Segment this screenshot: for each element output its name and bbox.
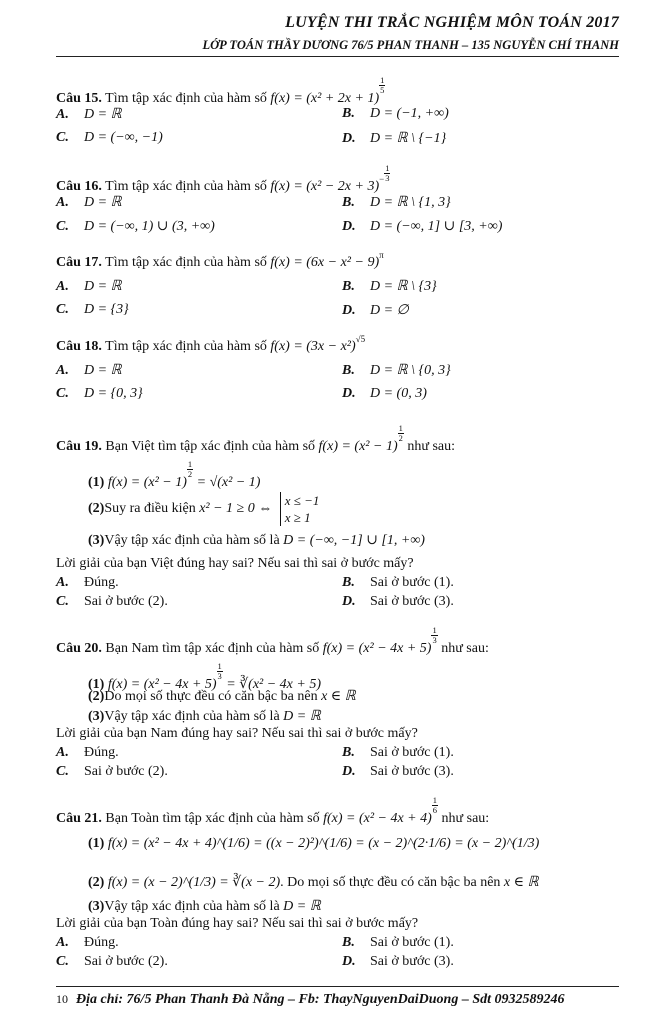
q19-ask: Lời giải của bạn Việt đúng hay sai? Nếu sai thì sai ở bước mấy? (56, 556, 414, 571)
q21-option-b[interactable]: B. Sai ở bước (1). (342, 935, 454, 950)
question-17: Câu 17. Tìm tập xác định của hàm số $f(x) = (6x - x^2 - 9)^\pi$ (56, 250, 384, 270)
q19-step-1: (1) f(x) = (x² − 1) $\frac{1}{2}$ = √(x² − 1) (88, 459, 261, 490)
q20-ask: Lời giải của bạn Nam đúng hay sai? Nếu sai thì sai ở bước mấy? (56, 726, 418, 741)
q20-option-b[interactable]: B. Sai ở bước (1). (342, 745, 454, 760)
q20-step-3: (3)Vậy tập xác định của hàm số là D = ℝ (88, 709, 321, 724)
q15-option-a[interactable]: A. D = ℝ (56, 107, 122, 122)
q21-option-a[interactable]: A. Đúng. (56, 935, 119, 950)
q16-option-b[interactable]: B. D = ℝ \ {1, 3} (342, 195, 451, 210)
q15-option-b[interactable]: B. D = (−1, +∞) (342, 106, 449, 121)
q21-step-2: (2) f(x) = (x − 2)^(1/3) = ∛(x − 2). Do mọi số thực đều có căn bậc ba nên x ∈ ℝ (88, 875, 539, 890)
q20-step-1: (1) f(x) = (x² − 4x + 5) $\frac{1}{3}$ = ∛(x² − 4x + 5) (88, 661, 322, 692)
q20-option-a[interactable]: A. Đúng. (56, 745, 119, 760)
q19-option-c[interactable]: C. Sai ở bước (2). (56, 594, 168, 609)
q21-option-d[interactable]: D. Sai ở bước (3). (342, 954, 454, 969)
q18-option-b[interactable]: B. D = ℝ \ {0, 3} (342, 363, 451, 378)
question-16: Câu 16. Tìm tập xác định của hàm số f(x) = (x² − 2x + 3)− $\frac{1}{3}$ (56, 163, 390, 194)
q20-option-d[interactable]: D. Sai ở bước (3). (342, 764, 454, 779)
q19-step-3: (3)Vậy tập xác định của hàm số là D = (−∞, −1] ∪ [1, +∞) (88, 533, 425, 548)
q16-option-a[interactable]: A. D = ℝ (56, 195, 122, 210)
q17-option-d[interactable]: D. D = ∅ (342, 303, 409, 318)
q21-step-1: (1) f(x) = (x² − 4x + 4)^(1/6) = ((x − 2)²)^(1/6) = (x − 2)^(2·1/6) = (x − 2)^(1/3) (88, 836, 540, 851)
q18-option-d[interactable]: D. D = (0, 3) (342, 386, 427, 401)
q19-option-b[interactable]: B. Sai ở bước (1). (342, 575, 454, 590)
q16-option-d[interactable]: D. D = (−∞, 1] ∪ [3, +∞) (342, 219, 503, 234)
footer-address: Địa chỉ: 76/5 Phan Thanh Đà Nẵng – Fb: ThayNguyenDaiDuong – Sdt 0932589246 (76, 992, 565, 1007)
q20-step-2: (2)Do mọi số thực đều có căn bậc ba nên x ∈ ℝ (88, 689, 356, 704)
question-18: Câu 18. Tìm tập xác định của hàm số $f(x) = (3x - x^2)^{√5}$ (56, 334, 366, 354)
question-21: Câu 21. Bạn Toàn tìm tập xác định của hàm số f(x) = (x² − 4x + 4) $\frac{1}{6}$ như sau: (56, 795, 490, 826)
q15-option-c[interactable]: C. D = (−∞, −1) (56, 130, 163, 145)
footer-divider (56, 986, 619, 987)
q20-option-c[interactable]: C. Sai ở bước (2). (56, 764, 168, 779)
footer (56, 992, 565, 1008)
q19-option-a[interactable]: A. Đúng. (56, 575, 119, 590)
page-number: 10 (56, 992, 68, 1006)
q18-option-c[interactable]: C. D = {0, 3} (56, 386, 143, 401)
q19-option-d[interactable]: D. Sai ở bước (3). (342, 594, 454, 609)
question-19: Câu 19. Bạn Việt tìm tập xác định của hàm số f(x) = (x² − 1) $\frac{1}{2}$ như sau: (56, 423, 455, 454)
q18-option-a[interactable]: A. D = ℝ (56, 363, 122, 378)
q21-ask: Lời giải của bạn Toàn đúng hay sai? Nếu sai thì sai ở bước mấy? (56, 916, 419, 931)
q21-step-3: (3)Vậy tập xác định của hàm số là D = ℝ (88, 899, 321, 914)
q17-option-a[interactable]: A. D = ℝ (56, 279, 122, 294)
header-divider (56, 56, 619, 57)
question-15: Câu 15. Tìm tập xác định của hàm số f(x) = (x² + 2x + 1) $\frac{1}{5}$ (56, 75, 385, 106)
question-20: Câu 20. Bạn Nam tìm tập xác định của hàm số f(x) = (x² − 4x + 5) $\frac{1}{3}$ như sau: (56, 625, 489, 656)
q21-option-c[interactable]: C. Sai ở bước (2). (56, 954, 168, 969)
q19-conditions-bracket: x ≤ −1 x ≥ 1 (280, 492, 320, 526)
header-subtitle: LỚP TOÁN THẦY DƯƠNG 76/5 PHAN THANH – 135 NGUYỄN CHÍ THANH (202, 38, 619, 52)
q17-option-c[interactable]: C. D = {3} (56, 302, 129, 317)
q16-option-c[interactable]: C. D = (−∞, 1) ∪ (3, +∞) (56, 219, 215, 234)
q17-option-b[interactable]: B. D = ℝ \ {3} (342, 279, 437, 294)
q15-option-d[interactable]: D. D = ℝ \ {−1} (342, 131, 447, 146)
header-title: LUYỆN THI TRẮC NGHIỆM MÔN TOÁN 2017 (285, 14, 619, 31)
q19-step-2: (2)Suy ra điều kiện x² − 1 ≥ 0 ⇔ x ≤ −1 x ≥ 1 (88, 493, 320, 525)
